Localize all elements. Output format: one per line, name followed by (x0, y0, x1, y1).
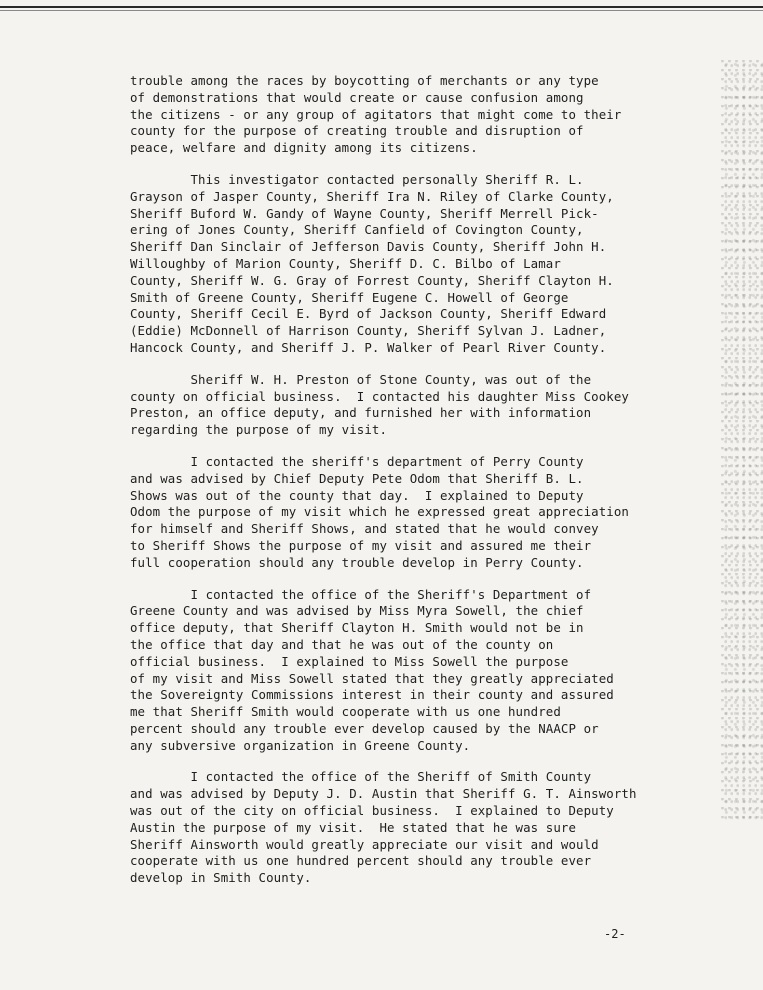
text-line: any subversive organization in Greene County. (130, 737, 471, 753)
text-line: trouble among the races by boycotting of merchants or any type (130, 73, 599, 88)
paragraph (130, 372, 735, 439)
text-line: Grayson of Jasper County, Sheriff Ira N. Riley of Clarke County, (130, 188, 614, 204)
text-line: Sheriff Ainsworth would greatly appreciate our visit and would (130, 836, 599, 852)
text-line: county for the purpose of creating trouble and disruption of (130, 123, 584, 139)
text-line: peace, welfare and dignity among its citizens. (130, 140, 478, 156)
top-border-line (0, 6, 763, 8)
text-line: and was advised by Chief Deputy Pete Odom that Sheriff B. L. (130, 470, 584, 486)
text-line: I contacted the office of the Sheriff's Department of (130, 586, 592, 602)
text-line: full cooperation should any trouble develop in Perry County. (130, 554, 584, 570)
text-line: me that Sheriff Smith would cooperate with us one hundred (130, 704, 561, 720)
text-line: and was advised by Deputy J. D. Austin that Sheriff G. T. Ainsworth (130, 786, 637, 802)
text-line: Sheriff Dan Sinclair of Jefferson Davis County, Sheriff John H. (130, 239, 607, 255)
text-line: County, Sheriff W. G. Gray of Forrest County, Sheriff Clayton H. (130, 272, 614, 288)
text-line: Shows was out of the county that day. I explained to Deputy (130, 487, 584, 503)
text-line: the citizens - or any group of agitators that might come to their (130, 106, 622, 122)
text-line: ering of Jones County, Sheriff Canfield of Covington County, (130, 222, 584, 238)
text-line: was out of the city on official business. I explained to Deputy (130, 803, 614, 819)
text-line: Greene County and was advised by Miss Myra Sowell, the chief (130, 603, 584, 619)
page-number: -2- (604, 927, 626, 941)
text-line: percent should any trouble ever develop caused by the NAACP or (130, 720, 599, 736)
text-line: Hancock County, and Sheriff J. P. Walker of Pearl River County. (130, 339, 607, 355)
text-line: (Eddie) McDonnell of Harrison County, Sheriff Sylvan J. Ladner, (130, 323, 607, 339)
text-line: I contacted the sheriff's department of Perry County (130, 453, 584, 469)
text-line: Odom the purpose of my visit which he expressed great appreciation (130, 504, 629, 520)
text-line: Austin the purpose of my visit. He stated that he was sure (130, 819, 577, 835)
text-line: official business. I explained to Miss Sowell the purpose (130, 653, 569, 669)
text-line: for himself and Sheriff Shows, and stated that he would convey (130, 521, 599, 537)
text-line: regarding the purpose of my visit. (130, 422, 388, 438)
document-body (130, 73, 735, 902)
text-line: county on official business. I contacted his daughter Miss Cookey (130, 388, 629, 404)
paragraph (130, 454, 735, 572)
text-line: Sheriff Buford W. Gandy of Wayne County, Sheriff Merrell Pick- (130, 205, 599, 221)
text-line: of demonstrations that would create or cause confusion among (130, 89, 584, 105)
text-line: the office that day and that he was out of the county on (130, 636, 554, 652)
text-line: Preston, an office deputy, and furnished her with information (130, 405, 592, 421)
text-line: Sheriff W. H. Preston of Stone County, was out of the (130, 371, 592, 387)
text-line: Willoughby of Marion County, Sheriff D. C. Bilbo of Lamar (130, 255, 561, 271)
text-line: I contacted the office of the Sheriff of Smith County (130, 769, 592, 785)
top-border-line-secondary (0, 10, 763, 11)
paragraph (130, 172, 735, 357)
paragraph (130, 769, 735, 887)
text-line: office deputy, that Sheriff Clayton H. Smith would not be in (130, 620, 584, 636)
text-line: This investigator contacted personally Sheriff R. L. (130, 171, 584, 187)
text-line: to Sheriff Shows the purpose of my visit and assured me their (130, 537, 592, 553)
text-line: of my visit and Miss Sowell stated that they greatly appreciated (130, 670, 614, 686)
text-line: develop in Smith County. (130, 870, 312, 886)
paragraph (130, 587, 735, 755)
text-line: County, Sheriff Cecil E. Byrd of Jackson County, Sheriff Edward (130, 306, 607, 322)
paragraph (130, 73, 735, 157)
text-line: the Sovereignty Commissions interest in their county and assured (130, 687, 614, 703)
text-line: Smith of Greene County, Sheriff Eugene C. Howell of George (130, 289, 569, 305)
text-line: cooperate with us one hundred percent should any trouble ever (130, 853, 592, 869)
